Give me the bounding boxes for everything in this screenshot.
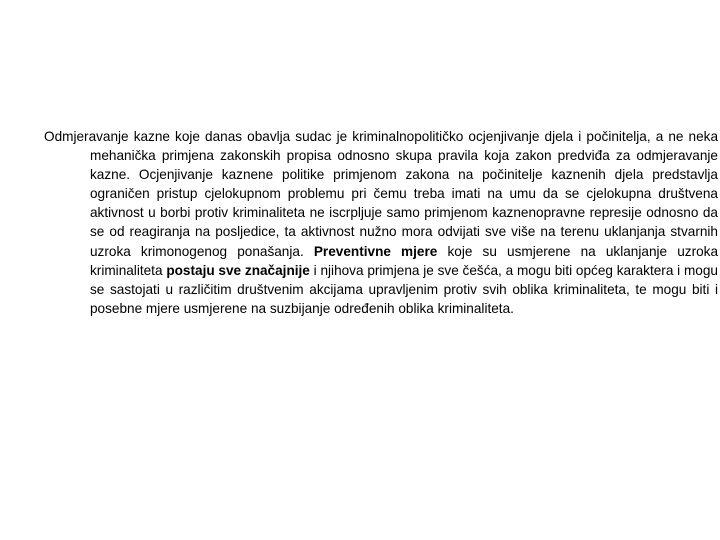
paragraph-text-intro: Odmjeravanje kazne koje danas obavlja sudac je kriminalnopolitičko ocjenjivanje djela i počinitelja, a ne neka mehanička primjena zakonskih propisa odnosno skupa pravila koja zakon predviđa za odmjeravanje kazne. Ocjenjivanje kaznene politike primjenom zakona na počinitelje kaznenih djela predstavlja ograničen pristup cjelokupnom problemu pri čemu treba imati na umu da se cjelokupna društvena aktivnost u borbi protiv kriminaliteta ne iscrpljuje samo primjenom kaznenopravne represije odnosno da se od reagiranja na posljedice, ta aktivnost nužno mora odvijati sve više na terenu uklanjanja stvarnih uzroka krimonogenog ponašanja. — [44, 129, 718, 259]
paragraph-text-middle: koje su usmjerene na uklanjanje uzroka kriminaliteta — [90, 243, 719, 278]
emphasis-increasingly-important: postaju sve značajnije — [166, 262, 310, 278]
emphasis-preventive-measures: Preventivne mjere — [313, 243, 438, 259]
body-paragraph — [44, 127, 718, 318]
paragraph-text-conclusion: i njihova primjena je sve češća, a mogu biti općeg karaktera i mogu se sastojati u različitim društvenim akcijama upravljenim protiv svih oblika kriminaliteta, te mogu biti i posebne mjere usmjerene na suzbijanje određenih oblika kriminaliteta. — [90, 262, 718, 316]
